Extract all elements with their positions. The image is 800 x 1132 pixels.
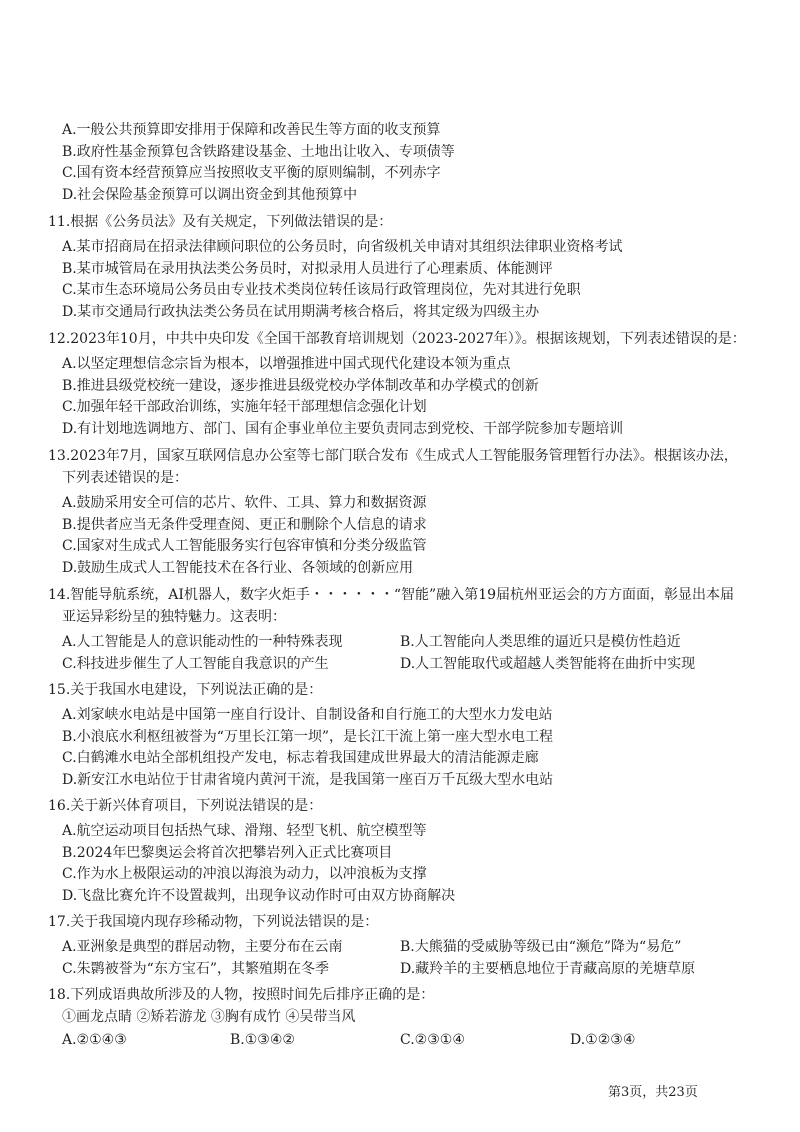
q12-option-b: B.推进县级党校统一建设，逐步推进县级党校办学体制改革和办学模式的创新 xyxy=(62,378,539,394)
q17-option-b: B.大熊猫的受威胁等级已由“濒危”降为“易危” xyxy=(400,939,682,955)
q16-option-d: D.飞盘比赛允许不设置裁判，出现争议动作时可由双方协商解决 xyxy=(62,888,456,904)
q14-option-c: C.科技进步催生了人工智能自我意识的产生 xyxy=(62,656,329,672)
q15-option-b: B.小浪底水利枢纽被誉为“万里长江第一坝”，是长江干流上第一座大型水电工程 xyxy=(62,729,554,745)
q13-option-d: D.鼓励生成式人工智能技术在各行业、各领域的创新应用 xyxy=(62,560,414,576)
q12-option-c: C.加强年轻干部政治训练，实施年轻干部理想信念强化计划 xyxy=(62,399,427,415)
q17-stem: 17.关于我国境内现存珍稀动物，下列说法错误的是： xyxy=(48,914,379,930)
q10-option-d: D.社会保险基金预算可以调出资金到其他预算中 xyxy=(62,187,358,203)
q11-option-a: A.某市招商局在招录法律顾问职位的公务员时，向省级机关申请对其组织法律职业资格考试 xyxy=(62,239,623,255)
q12-option-d: D.有计划地选调地方、部门、国有企事业单位主要负责同志到党校、干部学院参加专题培训 xyxy=(62,421,624,437)
q11-option-c: C.某市生态环境局公务员由专业技术类岗位转任该局行政管理岗位，先对其进行免职 xyxy=(62,282,581,298)
q17-option-c: C.朱鹮被誉为“东方宝石”，其繁殖期在冬季 xyxy=(62,961,329,977)
q15-option-c: C.白鹤滩水电站全部机组投产发电，标志着我国建成世界最大的清洁能源走廊 xyxy=(62,750,539,766)
q15-option-d: D.新安江水电站位于甘肃省境内黄河干流，是我国第一座百万千瓦级大型水电站 xyxy=(62,772,554,788)
q16-stem: 16.关于新兴体育项目，下列说法错误的是： xyxy=(48,798,323,814)
q14-stem-line2: 亚运异彩纷呈的独特魅力。这表明： xyxy=(62,609,286,625)
q10-option-c: C.国有资本经营预算应当按照收支平衡的原则编制，不列赤字 xyxy=(62,165,441,181)
q11-option-b: B.某市城管局在录用执法类公务员时，对拟录用人员进行了心理素质、体能测评 xyxy=(62,261,553,277)
q13-option-c: C.国家对生成式人工智能服务实行包容审慎和分类分级监管 xyxy=(62,538,427,554)
q17-option-d: D.藏羚羊的主要栖息地位于青藏高原的羌塘草原 xyxy=(400,961,696,977)
q16-option-c: C.作为水上极限运动的冲浪以海浪为动力，以冲浪板为支撑 xyxy=(62,866,427,882)
q12-option-a: A.以坚定理想信念宗旨为根本，以增强推进中国式现代化建设本领为重点 xyxy=(62,356,511,372)
q10-option-b: B.政府性基金预算包含铁路建设基金、土地出让收入、专项债等 xyxy=(62,144,455,160)
q13-stem-line1: 13.2023年7月，国家互联网信息办公室等七部门联合发布《生成式人工智能服务管理暂行办法》。根据该办法， xyxy=(48,448,738,464)
q18-option-a: A.②①④③ xyxy=(62,1032,127,1048)
q13-stem-line2: 下列表述错误的是： xyxy=(62,470,188,486)
q13-option-b: B.提供者应当无条件受理查阅、更正和删除个人信息的请求 xyxy=(62,517,427,533)
q11-option-d: D.某市交通局行政执法类公务员在试用期满考核合格后，将其定级为四级主办 xyxy=(62,304,540,320)
q10-option-a: A.一般公共预算即安排用于保障和改善民生等方面的收支预算 xyxy=(62,122,441,138)
q18-option-c: C.②③①④ xyxy=(400,1032,465,1048)
q16-option-a: A.航空运动项目包括热气球、滑翔、轻型飞机、航空模型等 xyxy=(62,823,427,839)
q14-option-b: B.人工智能向人类思维的逼近只是模仿性趋近 xyxy=(400,634,681,650)
q15-stem: 15.关于我国水电建设，下列说法正确的是： xyxy=(48,682,323,698)
q16-option-b: B.2024年巴黎奥运会将首次把攀岩列入正式比赛项目 xyxy=(62,845,393,861)
q18-option-d: D.①②③④ xyxy=(570,1032,636,1048)
q13-option-a: A.鼓励采用安全可信的芯片、软件、工具、算力和数据资源 xyxy=(62,495,427,511)
page-number: 第3页，共23页 xyxy=(608,1085,698,1100)
q11-stem: 11.根据《公务员法》及有关规定，下列做法错误的是： xyxy=(48,214,393,230)
q18-items: ①画龙点睛 ②矫若游龙 ③胸有成竹 ④吴带当风 xyxy=(62,1009,356,1025)
q18-option-b: B.①③④② xyxy=(230,1032,295,1048)
q14-stem-line1: 14.智能导航系统，AI机器人，数字火炬手・・・・・・“智能”融入第19届杭州亚运会的方方面面，彰显出本届 xyxy=(48,587,735,603)
q14-option-d: D.人工智能取代或超越人类智能将在曲折中实现 xyxy=(400,656,696,672)
q18-stem: 18.下列成语典故所涉及的人物，按照时间先后排序正确的是： xyxy=(48,987,435,1003)
q17-option-a: A.亚洲象是典型的群居动物，主要分布在云南 xyxy=(62,939,343,955)
q14-option-a: A.人工智能是人的意识能动性的一种特殊表现 xyxy=(62,634,343,650)
q12-stem: 12.2023年10月，中共中央印发《全国干部教育培训规划（2023-2027年）》。根据该规划，下列表述错误的是： xyxy=(48,331,746,347)
q15-option-a: A.刘家峡水电站是中国第一座自行设计、自制设备和自行施工的大型水力发电站 xyxy=(62,707,553,723)
